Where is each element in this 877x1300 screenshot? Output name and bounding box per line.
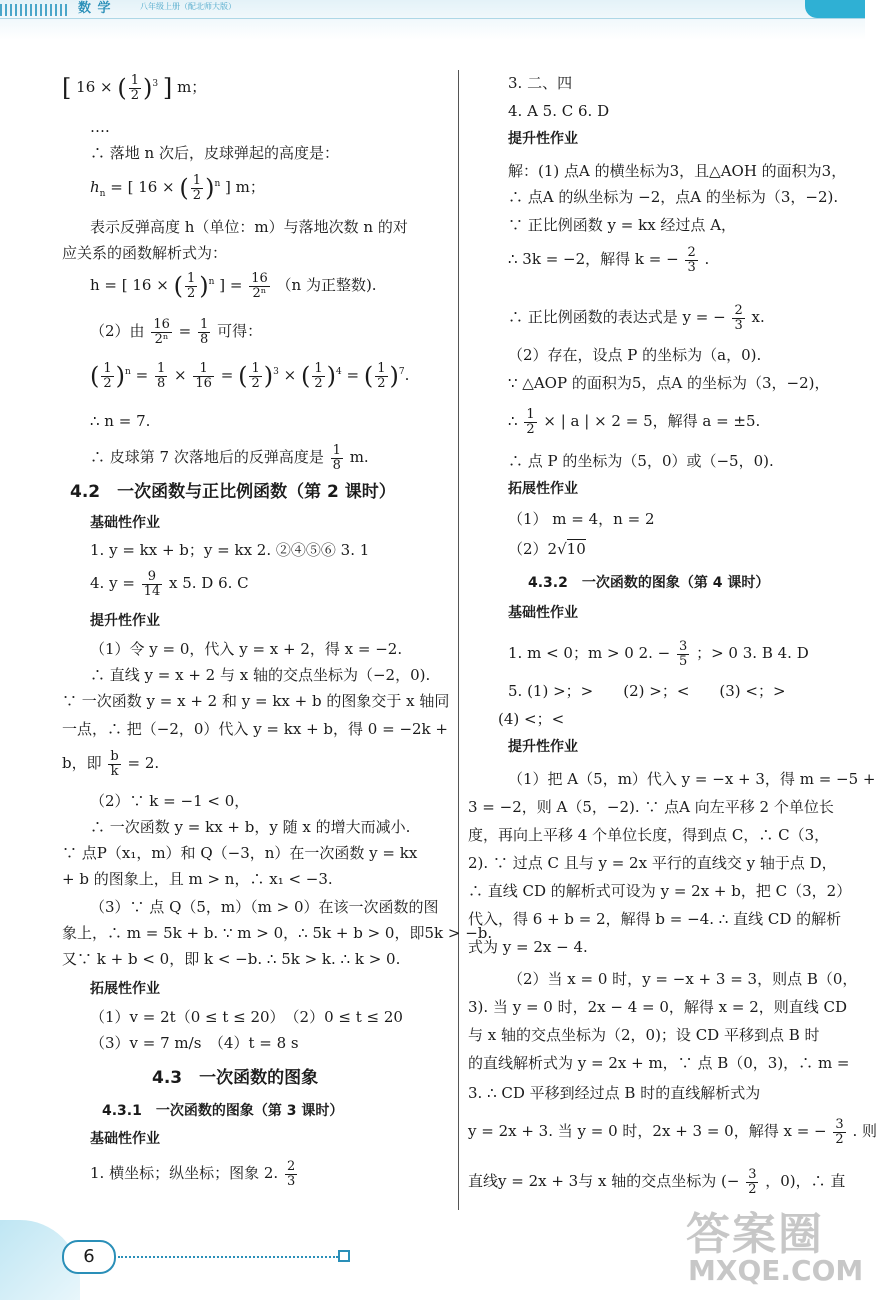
line: （2）存在，设点 P 的坐标为（a，0). — [508, 346, 762, 364]
line: 式为 y = 2x − 4. — [468, 938, 588, 956]
line: ∴ 点 P 的坐标为（5，0）或（−5，0). — [508, 452, 774, 470]
line: ∴ 直线 y = x + 2 与 x 轴的交点坐标为（−2，0). — [90, 666, 431, 684]
line: 象上，∴ m = 5k + b. ∵ m > 0，∴ 5k + b > 0，即5k > −b. — [62, 924, 493, 942]
header-subject: 数 学 — [78, 1, 112, 16]
line: ∴ 落地 n 次后，皮球弹起的高度是： — [90, 144, 339, 162]
line: ∴ $\frac{1}{2}$ × | a | × 2 = 5，解得 a = ±5. — [508, 407, 761, 437]
line: ∴ 正比例函数的表达式是 y = − $\frac{2}{3}$ x. — [508, 303, 765, 333]
subsection-heading: 拓展性作业 — [90, 981, 160, 997]
line: 4. A 5. C 6. D — [508, 102, 610, 120]
line: ( $\frac{1}{2}$ )$^n$ = $\frac{1}{8}$ × $\frac{1}{16}$ = ( $\frac{1}{2}$ )$^3$ × ( $\frac{1}{2}$ )$^4$ = ( $\frac{1}{2}$ )$^7$. — [90, 361, 410, 391]
line: ∴ 一次函数 y = kx + b，y 随 x 的增大而减小. — [90, 818, 411, 836]
line: 与 x 轴的交点坐标为（2，0)；设 CD 平移到点 B 时 — [468, 1026, 820, 1044]
line: ∴ 皮球第 7 次落地后的反弹高度是 $\frac{1}{8}$ m. — [90, 443, 369, 473]
subsection-heading: 基础性作业 — [90, 515, 160, 531]
line: 一点，∴ 把（−2，0）代入 y = kx + b，得 0 = −2k + — [62, 720, 448, 738]
section-title: 4.2 一次函数与正比例函数（第 2 课时） — [70, 482, 396, 502]
line: b，即 $\frac{b}{k}$ = 2. — [62, 749, 160, 779]
line: ∴ 直线 CD 的解析式可设为 y = 2x + b，把 C（3，2） — [468, 882, 852, 900]
line: 1. y = kx + b；y = kx 2. ②④⑤⑥ 3. 1 — [90, 541, 370, 559]
header-rule — [0, 18, 865, 19]
line: （3）∵ 点 Q（5，m）（m > 0）在该一次函数的图 — [90, 898, 439, 916]
line: 4. y = $\frac{9}{14}$ x 5. D 6. C — [90, 569, 249, 599]
subsection-heading: 基础性作业 — [508, 605, 578, 621]
line: 的直线解析式为 y = 2x + m，∵ 点 B（0，3)，∴ m = — [468, 1054, 850, 1072]
line: ∴ 点A 的纵坐标为 −2，点A 的坐标为（3，−2). — [508, 188, 839, 206]
line: ∵ 一次函数 y = x + 2 和 y = kx + b 的图象交于 x 轴同 — [62, 692, 450, 710]
footer-dotted-rule — [118, 1256, 338, 1258]
line: (4) <；< — [498, 710, 565, 728]
line: （2）当 x = 0 时，y = −x + 3 = 3，则点 B（0， — [508, 970, 858, 988]
line: h = [ 16 × ( $\frac{1}{2}$ )$^n$ ] = $\frac{16}{\text{2ⁿ}}$ （n 为正整数). — [90, 271, 377, 301]
column-divider — [458, 70, 459, 1210]
header-stripes — [0, 4, 70, 16]
line: 3 = −2，则 A（5，−2). ∵ 点A 向左平移 2 个单位长 — [468, 798, 834, 816]
line: 度，再向上平移 4 个单位长度，得到点 C，∴ C（3， — [468, 826, 830, 844]
line: 1. 横坐标；纵坐标；图象 2. $\frac{2}{3}$ — [90, 1159, 296, 1189]
line: ∵ 正比例函数 y = kx 经过点 A， — [508, 216, 737, 234]
line: （3）v = 7 m/s （4）t = 8 s — [90, 1034, 299, 1052]
line: （1）令 y = 0，代入 y = x + 2，得 x = −2. — [90, 640, 403, 658]
watermark-url: MXQE.COM — [688, 1254, 864, 1287]
line: + b 的图象上，且 m > n，∴ x₁ < −3. — [62, 870, 333, 888]
line: 2). ∵ 过点 C 且与 y = 2x 平行的直线交 y 轴于点 D， — [468, 854, 837, 872]
subsection-heading: 提升性作业 — [90, 613, 160, 629]
line: 3). 当 y = 0 时，2x − 4 = 0，解得 x = 2，则直线 CD — [468, 998, 848, 1016]
line: （1）v = 2t（0 ≤ t ≤ 20） （2）0 ≤ t ≤ 20 — [90, 1008, 403, 1026]
line: 应关系的函数解析式为： — [62, 244, 228, 262]
line: ∴ 3k = −2，解得 k = − $\frac{2}{3}$ . — [508, 245, 710, 275]
line: 表示反弹高度 h（单位：m）与落地次数 n 的对 — [90, 218, 408, 236]
line: ∵ 点P（x₁，m）和 Q（−3，n）在一次函数 y = kx — [62, 844, 418, 862]
subsection-heading: 提升性作业 — [508, 739, 578, 755]
subsection-heading: 拓展性作业 — [508, 481, 578, 497]
line: 解：(1) 点A 的横坐标为3，且△AOH 的面积为3， — [508, 162, 847, 180]
line: （2）2√10 — [508, 540, 586, 558]
line: ∵ △AOP 的面积为5，点A 的坐标为（3，−2)， — [508, 374, 830, 392]
line: $h_n$ = [ 16 × ( $\frac{1}{2}$ )$^n$ ] m； — [90, 173, 265, 203]
line: 3. 二、四 — [508, 74, 573, 92]
subsection-title: 4.3.1 一次函数的图象（第 3 课时） — [102, 1103, 344, 1119]
line: 代入，得 6 + b = 2，解得 b = −4. ∴ 直线 CD 的解析 — [468, 910, 842, 928]
line: （2）∵ k = −1 < 0， — [90, 792, 250, 810]
line: 5. (1) >；> (2) >；< (3) <；> — [508, 682, 786, 700]
subsection-heading: 提升性作业 — [508, 131, 578, 147]
line: 直线y = 2x + 3与 x 轴的交点坐标为 (− $\frac{3}{2}$ ，0)，∴ 直 — [468, 1167, 846, 1197]
watermark-text: 答案圈 — [686, 1209, 824, 1260]
subsection-heading: 基础性作业 — [90, 1131, 160, 1147]
section-title: 4.3 一次函数的图象 — [152, 1068, 319, 1088]
page-number: 6 — [62, 1240, 116, 1274]
line: （2）由 $\frac{16}{\text{2ⁿ}}$ = $\frac{1}{8}$ 可得： — [90, 317, 263, 347]
line: …. — [90, 118, 110, 136]
subsection-title: 4.3.2 一次函数的图象（第 4 课时） — [528, 575, 770, 591]
watermark-logo — [686, 1198, 864, 1298]
line: 1. m < 0；m > 0 2. − $\frac{3}{5}$ ；> 0 3. B 4. D — [508, 639, 809, 669]
line: [ 16 × ( $\frac{1}{2}$ )$^3$ ] m； — [62, 73, 207, 103]
line: y = 2x + 3. 当 y = 0 时，2x + 3 = 0，解得 x = − $\frac{3}{2}$ . 则 — [468, 1117, 877, 1147]
header-tab — [805, 0, 865, 18]
footer-square-icon — [338, 1250, 350, 1262]
line: （1）把 A（5，m）代入 y = −x + 3，得 m = −5 + — [508, 770, 876, 788]
line: （1） m = 4，n = 2 — [508, 510, 655, 528]
line: ∴ n = 7. — [90, 412, 151, 430]
header-subtitle: 八年级上册（配北师大版） — [140, 2, 236, 11]
line: 3. ∴ CD 平移到经过点 B 时的直线解析式为 — [468, 1084, 761, 1102]
page-header — [0, 0, 865, 40]
line: 又∵ k + b < 0，即 k < −b. ∴ 5k > k. ∴ k > 0. — [62, 950, 401, 968]
